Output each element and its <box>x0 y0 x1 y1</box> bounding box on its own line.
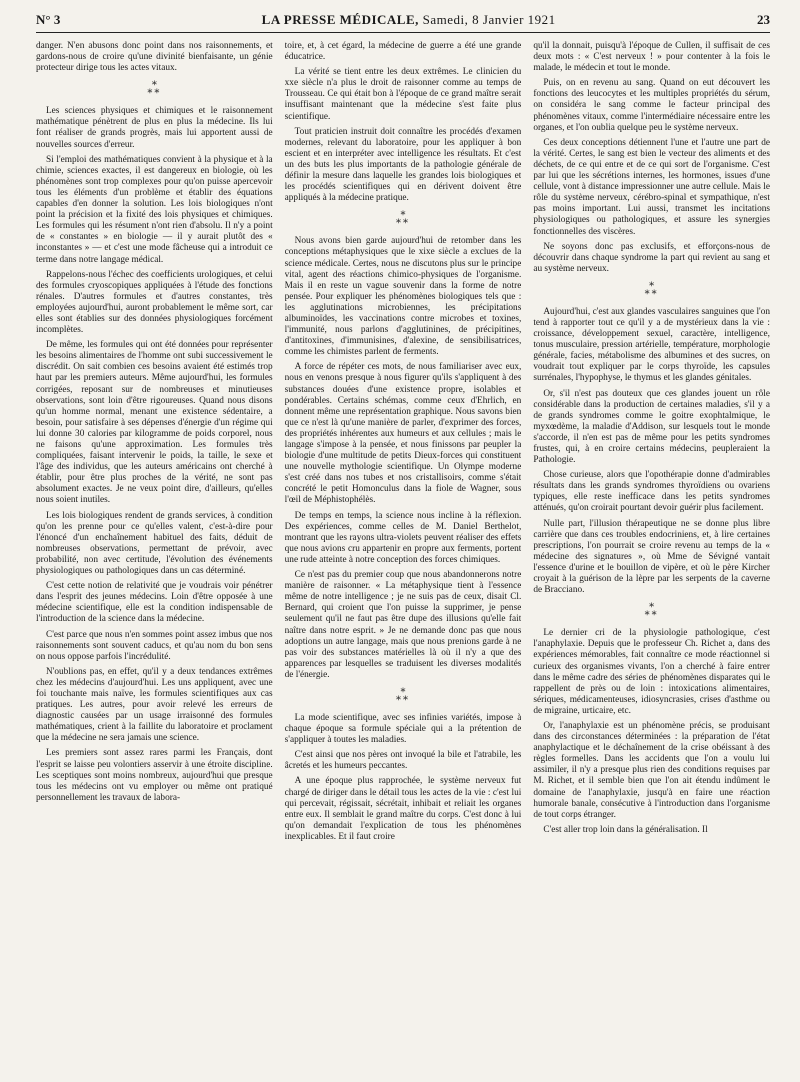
paragraph: qu'il la donnait, puisqu'à l'époque de Cullen, il suffisait de ces deux mots : « C'est nerveux ! » pour contenter à la fois le malade, le médecin et tout le monde. <box>533 41 770 74</box>
paragraph: Rappelons-nous l'échec des coefficients urologiques, et celui des formules cryoscopiques appliquées à l'étude des fonctions rénales. D'autres formules et d'autres constantes, très employées aujourd'hui, auront probablement le même sort, car elles sont établies sur des données physiologiques forcément incomplètes. <box>36 269 273 336</box>
paragraph: A une époque plus rapprochée, le système nerveux fut chargé de diriger dans le détail tous les actes de la vie : c'est lui qui percevait, régissait, sécrétait, inhibait et reliait les organes entre eux. Il semblait le grand maître du corps. C'est donc à lui qu'on demandait l'explication de tous les phénomènes inexplicables. Et il faut croire <box>284 776 522 842</box>
paragraph: Nulle part, l'illusion thérapeutique ne se donne plus libre carrière que dans ces troubles endocriniens, et, à lire certaines prescriptions, l'on pourrait se croire revenu au temps de la « médecine des signatures », où Mme de Sévigné vantait l'essence d'urine et le bouillon de vipère, et où le père Kircher croyait à la guérison de la lèpre par les serpents de la caverne de Bracciano. <box>533 518 770 596</box>
article-columns <box>36 41 770 1081</box>
paragraph: N'oublions pas, en effet, qu'il y a deux tendances extrêmes chez les médecins d'aujourd'hui. Les uns appliquent, avec une foi touchante mais naïve, les formules scientifiques aux cas pratiques. Les autres, pour avoir relevé les erreurs de diagnostic causées par un usage irraisonné des formules mathématiques, crient à la faillite du laboratoire et proclament que la médecine ne sera jamais une science. <box>36 666 273 744</box>
paragraph: De temps en temps, la science nous incline à la réflexion. Des expériences, comme celles de M. Daniel Berthelot, montrant que les rayons ultra-violets peuvent réaliser des effets que nous avions cru appartenir en propre aux ferments, portent une rude atteinte à notre conception des forces chimiques. <box>284 510 522 565</box>
paragraph: A force de répéter ces mots, de nous familiariser avec eux, nous en venons presque à nous figurer qu'ils s'appliquent à des substances douées d'une existence propre, isolables et pondérables. Certains schémas, comme ceux d'Ehrlich, en donnent même une représentation graphique. Nous savons bien que ce n'est là qu'une manière de parler, d'exprimer des forces, des propriétés inhérentes aux humeurs et aux cellules ; mais le langage s'impose à la pensée, et nous finissons par peupler la biologie d'une multitude de petits Dieux-forces qui constituent une nouvelle mythologie scientifique. Un Olympe moderne s'est créé dans nos tubes et nos cristallisoirs, comme s'était concrété le petit Homonculus dans la fiole de Wagner, sous l'œil de Méphistophélès. <box>284 362 522 506</box>
paragraph: C'est parce que nous n'en sommes point assez imbus que nos raisonnements sont souvent caducs, et qu'au nom du bon sens on nous oppose parfois l'incrédulité. <box>36 629 273 662</box>
masthead <box>262 12 556 28</box>
paragraph: Les premiers sont assez rares parmi les Français, dont l'esprit se laisse peu volontiers asservir à une étroite discipline. Les sceptiques sont moins nombreux, aujourd'hui que presque tous les médecins ont vu employer ou même ont pratiqué personnellement les travaux de labora- <box>36 748 273 803</box>
issue-number: N° 3 <box>36 12 61 27</box>
paragraph: C'est cette notion de relativité que je voudrais voir pénétrer dans l'esprit des jeunes médecins. Loin d'être opposée à une médecine scientifique, elle est la condition indispensable de l'introduction de la science dans la médecine. <box>36 581 273 625</box>
paragraph: Or, s'il n'est pas douteux que ces glandes jouent un rôle considérable dans la production de certaines maladies, s'il y a de grands syndromes comme le goitre exophtalmique, le myxœdème, la maladie d'Addison, sur lesquels tout le monde s'accorde, il n'en est pas de même pour les petits syndromes frustes, qui, à en croire certains médecins, peupleraient la Pathologie. <box>533 388 770 466</box>
column-3 <box>533 41 770 1081</box>
paragraph: danger. N'en abusons donc point dans nos raisonnements, et gardons-nous de croire qu'une divinité bienfaisante, un génie protecteur dirige tous les actes vitaux. <box>36 41 273 74</box>
asterism-separator: * ** <box>644 602 659 622</box>
page-number: 23 <box>757 12 770 27</box>
asterism-separator: * ** <box>147 80 162 100</box>
paragraph: Chose curieuse, alors que l'opothérapie donne d'admirables résultats dans les grands syndromes thyroïdiens ou ovariens typiques, elle reste inefficace dans les petits syndromes atténués, qu'on croirait pourtant devoir guérir plus facilement. <box>533 470 770 514</box>
paragraph: Ne soyons donc pas exclusifs, et efforçons-nous de découvrir dans chaque syndrome la part qui revient au sang et au système nerveux. <box>533 241 770 274</box>
issue-date: Samedi, 8 Janvier 1921 <box>422 12 556 27</box>
paragraph: Les sciences physiques et chimiques et le raisonnement mathématique pénètrent de plus en plus la médecine. Ils lui font réaliser de grands progrès, mais lui apportent aussi de nouvelles sources d'erreur. <box>36 106 273 150</box>
paragraph: Puis, on en revenu au sang. Quand on eut découvert les fonctions des leucocytes et les multiples propriétés du sérum, on considéra le sang comme le facteur principal des phénomènes vitaux, comme l'intermédiaire nécessaire entre les organes, et l'on oublia quelque peu le système nerveux. <box>533 78 770 133</box>
asterism-separator: * ** <box>395 210 410 230</box>
paragraph: Ces deux conceptions détiennent l'une et l'autre une part de la vérité. Certes, le sang est bien le vecteur des aliments et des déchets, de ce qui entre et de ce qui sort de l'organisme. C'est par lui que les sécrétions internes, les hormones, issues d'une cellule, vont à distance impressionner une autre cellule. Mais le rôle du système nerveux, cérébro-spinal et sympathique, n'est pas moins important. Lui aussi, transmet les incitations physiologiques ou pathologiques, et assure les synergies fonctionnelles des viscères. <box>533 137 770 237</box>
paragraph: C'est aller trop loin dans la généralisation. Il <box>543 824 708 835</box>
paragraph: Les lois biologiques rendent de grands services, à condition qu'on les prenne pour ce qu'elles valent, c'est-à-dire pour l'énoncé d'un enchaînement habituel des faits, déduit de nombreuses observations, permettant de prévoir, avec probabilité, non avec certitude, l'évolution des événements physiologiques ou pathologiques dans un cas déterminé. <box>36 510 273 577</box>
page-header <box>36 12 770 33</box>
paragraph: Or, l'anaphylaxie est un phénomène précis, se produisant dans des circonstances déterminées : la préparation de l'état anaphylactique et le déchaînement de la crise obéissant à des règles formelles. Dans les accidents que l'on a voulu lui assimiler, il n'y a presque plus rien des conditions requises par M. Richet, et il semble bien que l'on ait étendu indûment le domaine de l'anaphylaxie, jusqu'à en faire une réaction humorale banale, consécutive à l'introduction dans l'organisme de tout corps étranger. <box>533 720 770 820</box>
paragraph: Ce n'est pas du premier coup que nous abandonnerons notre manière de raisonner. « La métaphysique tient à l'essence même de notre intelligence ; je ne suis pas de ceux, disait Cl. Bernard, qui croient que l'on puisse la supprimer, je pense seulement qu'il ne faut pas être dupe des illusions qu'elle fait naître dans notre esprit. » Je ne demande donc pas que nous adoptions un autre langage, mais que nous prenions garde à ne pas voir des substances matérielles là où il n'y a que des apparences par lesquelles se traduisent les diverses modalités de l'énergie. <box>284 570 522 680</box>
paragraph: Si l'emploi des mathématiques convient à la physique et à la chimie, sciences exactes, il est dangereux en biologie, où les phénomènes sont trop complexes pour qu'on puisse apercevoir tous les éléments d'un problème et établir des équations capables d'en donner la solution. Les lois biologiques n'ont point la précision et la fixité des lois physiques et chimiques. Les formules qui les résument n'ont rien d'absolu. Il n'y a point de « constantes » en biologie — il y aurait plutôt des « inconstantes » — et c'est une mode fâcheuse qui a introduit ce terme dans notre langage médical. <box>36 154 273 265</box>
journal-title: LA PRESSE MÉDICALE, <box>261 12 419 27</box>
paragraph: C'est ainsi que nos pères ont invoqué la bile et l'atrabile, les âcretés et les humeurs peccantes. <box>284 750 522 772</box>
paragraph: Nous avons bien garde aujourd'hui de retomber dans les conceptions métaphysiques que le xixe siècle a exclues de la science médicale. Certes, nous ne discutons plus sur le principe vital, agent des réactions chimico-physiques de l'organisme. Mais il en reste un vague souvenir dans la forme de notre pensée. Pour expliquer les phénomènes biologiques tels que : les agglutinations microbiennes, les précipitations albuminoïdes, les vaccinations contre microbes et toxines, l'immunité, nous parlons d'agglutinines, de précipitines, d'antitoxines, d'immunisines, d'alexine, de sensibilisatrices, comme les chimistes parlent de ferments. <box>284 236 522 358</box>
column-1 <box>36 41 273 1081</box>
paragraph: De même, les formules qui ont été données pour représenter les besoins alimentaires de l'homme ont subi successivement le discrédit. On sait combien ces besoins avaient été estimés trop haut par les premiers auteurs. Même aujourd'hui, les formules corrigées, reposant sur de nombreuses et minutieuses observations, sont loin d'être rigoureuses. Quand nous disons qu'un homme normal, menant une existence sédentaire, a besoin, pour satisfaire à ses dépenses d'énergie d'un régime qui lui donne 30 calories par kilogramme de poids corporel, nous ne faisons qu'une approximation. Les formules très compliquées, faisant intervenir le poids, la taille, le sexe et l'âge des individus, que les auteurs américains ont cherché à établir, pour être plus proches de la vérité, ne sont pas absolument exactes. Je ne veux point dire, d'ailleurs, qu'elles nous soient inutiles. <box>36 340 273 506</box>
column-2 <box>285 41 522 1081</box>
paragraph: Le dernier cri de la physiologie pathologique, c'est l'anaphylaxie. Depuis que le professeur Ch. Richet a, dans des expériences mémorables, fait connaître ce mode réactionnel si curieux des organismes vivants, l'on a cherché à faire entrer dans le même cadre des séries de phénomènes disparates qui le rappellent de près ou de loin : intoxications alimentaires, sériques, médicamenteuses, idiosyncrasies, crises d'asthme ou de migraine, urticaire, etc. <box>533 628 770 716</box>
paragraph: La vérité se tient entre les deux extrêmes. Le clinicien du xxe siècle n'a plus le droit de raisonner comme au temps de Trousseau. Ce qui était bon à l'époque de ce grand maître serait insuffisant maintenant que la médecine s'est faite plus scientifique. <box>284 67 522 122</box>
paragraph: Tout praticien instruit doit connaître les procédés d'examen modernes, relevant du laboratoire, pour les appliquer à bon escient et en interpréter avec intelligence les résultats. Et c'est un des buts les plus importants de la pathologie générale de définir la mesure dans laquelle les grandes lois biologiques et les procédés scientifiques qui en dérivent doivent être appliqués à la médecine pratique. <box>284 126 522 204</box>
paragraph: toire, et, à cet égard, la médecine de guerre a été une grande éducatrice. <box>284 41 522 63</box>
paragraph: La mode scientifique, avec ses infinies variétés, impose à chaque époque sa formule spéciale qui a la prétention de s'appliquer à toutes les maladies. <box>284 712 522 746</box>
paragraph: Aujourd'hui, c'est aux glandes vasculaires sanguines que l'on tend à rapporter tout ce qu'il y a de mystérieux dans la vie : croissance, développement sexuel, caractère, intelligence, tonus musculaire, pression artérielle, température, morphologie générale, facies, métabolisme des albumines et des sucres, on voudrait tout expliquer par le corps thyroïde, les capsules surrénales, l'hypophyse, le thymus et les glandes génitales. <box>533 306 770 384</box>
asterism-separator: * ** <box>644 280 659 300</box>
asterism-separator: * ** <box>395 686 410 706</box>
